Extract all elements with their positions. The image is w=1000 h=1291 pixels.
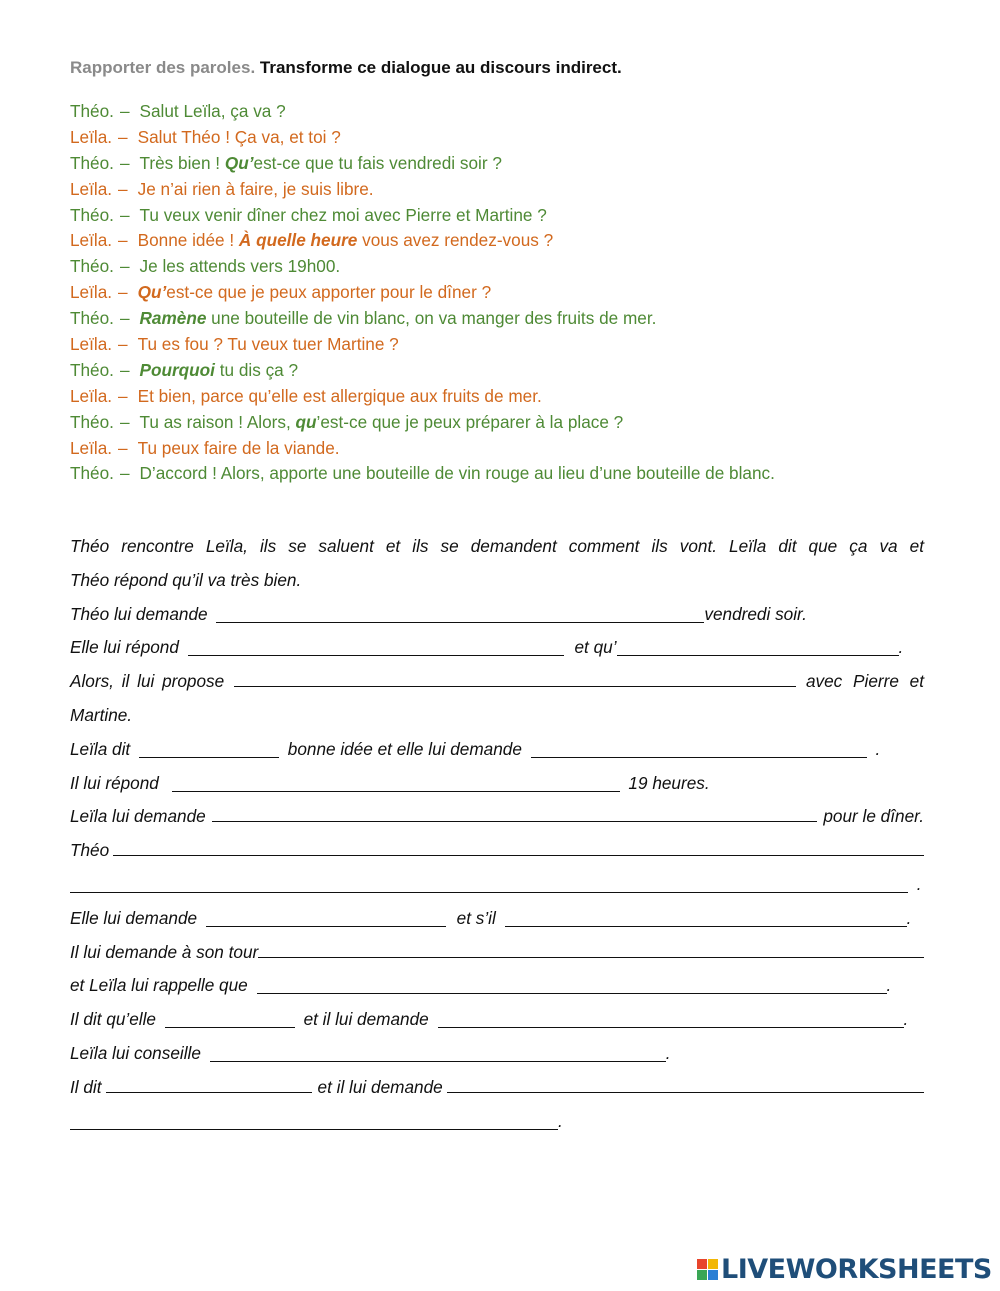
- speaker-name: Théo.: [70, 463, 114, 484]
- dialogue-text: une bouteille de vin blanc, on va manger des fruits de mer.: [206, 308, 657, 329]
- exercise-row-8: Elle lui demande et s’il .: [70, 907, 912, 928]
- dialogue-block: [70, 99, 950, 487]
- answer-blank-5[interactable]: [139, 739, 279, 758]
- speaker-dash: –: [118, 126, 128, 147]
- dialogue-text: est-ce que tu fais vendredi soir ?: [253, 152, 502, 173]
- exercise-row-7-continued: .: [70, 868, 924, 902]
- highlighted-word: Qu’: [224, 152, 254, 173]
- speaker-dash: –: [119, 152, 130, 173]
- dialogue-text: Très bien !: [139, 152, 225, 173]
- dialogue-line: [70, 358, 950, 384]
- dialogue-line: [70, 410, 950, 436]
- speaker-dash: –: [118, 230, 128, 251]
- dialogue-text: est-ce que je peux apporter pour le dîner ?: [166, 282, 492, 303]
- speaker-name: Théo.: [70, 101, 114, 121]
- highlighted-word: Pourquoi: [139, 359, 215, 380]
- dialogue-text: D’accord ! Alors, apporte une bouteille de vin rouge au lieu d’une bouteille de blanc.: [139, 463, 775, 484]
- answer-blank-7[interactable]: [172, 773, 620, 792]
- speaker-dash: –: [119, 359, 130, 380]
- exercise-row-12: Leïla lui conseille .: [70, 1042, 671, 1063]
- answer-blank-13[interactable]: [258, 939, 924, 958]
- answer-blank-12[interactable]: [505, 908, 907, 927]
- answer-blank-15[interactable]: [165, 1009, 295, 1028]
- speaker-dash: –: [119, 256, 130, 277]
- exercise-row-1: Théo lui demande vendredi soir.: [70, 603, 807, 624]
- dialogue-line: [70, 177, 950, 203]
- exercise-row-14: .: [70, 1105, 924, 1139]
- answer-blank-16[interactable]: [438, 1009, 904, 1028]
- dialogue-line: [70, 254, 950, 280]
- speaker-name: Théo.: [70, 256, 114, 277]
- answer-blank-2[interactable]: [188, 637, 564, 656]
- dialogue-line: [70, 99, 950, 125]
- exercise-row-9: Il lui demande à son tour: [70, 936, 924, 970]
- dialogue-text: Tu peux faire de la viande.: [137, 437, 340, 458]
- dialogue-line: [70, 384, 950, 410]
- speaker-dash: –: [118, 178, 128, 199]
- dialogue-text: Salut Théo ! Ça va, et toi ?: [137, 126, 341, 147]
- speaker-dash: –: [119, 101, 130, 121]
- speaker-dash: –: [118, 385, 128, 406]
- speaker-name: Théo.: [70, 308, 114, 329]
- answer-blank-17[interactable]: [210, 1043, 666, 1062]
- exercise-row-3: Alors, il lui propose avec Pierre et: [70, 665, 924, 699]
- instruction-header: [70, 58, 622, 78]
- answer-blank-1[interactable]: [216, 604, 704, 623]
- speaker-dash: –: [119, 463, 130, 484]
- speaker-dash: –: [119, 204, 130, 225]
- speaker-dash: –: [118, 334, 128, 355]
- dialogue-line: [70, 436, 950, 462]
- dialogue-text: Je n’ai rien à faire, je suis libre.: [137, 178, 374, 199]
- speaker-dash: –: [118, 437, 128, 458]
- exercise-block: [70, 530, 924, 1138]
- answer-blank-6[interactable]: [531, 739, 867, 758]
- dialogue-line: [70, 151, 950, 177]
- dialogue-text: tu dis ça ?: [214, 359, 299, 380]
- dialogue-line: [70, 332, 950, 358]
- speaker-name: Leïla.: [70, 230, 113, 251]
- dialogue-line: [70, 280, 950, 306]
- speaker-dash: –: [119, 411, 130, 432]
- dialogue-text: vous avez rendez-vous ?: [357, 230, 554, 251]
- exercise-row-10: et Leïla lui rappelle que .: [70, 975, 892, 996]
- speaker-name: Théo.: [70, 204, 114, 225]
- logo-text: LIVEWORKSHEETS: [721, 1253, 992, 1285]
- exercise-row-2: Elle lui répond et qu’ .: [70, 637, 904, 658]
- speaker-name: Leïla.: [70, 334, 113, 355]
- speaker-name: Leïla.: [70, 178, 113, 199]
- dialogue-text: ’est-ce que je peux préparer à la place ?: [316, 411, 624, 432]
- exercise-row-13: Il dit et il lui demande: [70, 1071, 924, 1105]
- answer-blank-18[interactable]: [106, 1074, 312, 1093]
- dialogue-text: Je les attends vers 19h00.: [139, 256, 341, 277]
- speaker-name: Leïla.: [70, 437, 113, 458]
- speaker-name: Leïla.: [70, 126, 113, 147]
- liveworksheets-logo: [697, 1254, 992, 1284]
- answer-blank-11[interactable]: [206, 908, 446, 927]
- exercise-row-4: Leïla dit bonne idée et elle lui demande .: [70, 738, 881, 759]
- exercise-intro-line-2: Théo répond qu’il va très bien.: [70, 569, 302, 590]
- dialogue-line: [70, 461, 950, 487]
- exercise-row-5: Il lui répond 19 heures.: [70, 772, 710, 793]
- dialogue-line: [70, 203, 950, 229]
- answer-blank-20[interactable]: [70, 1111, 558, 1130]
- answer-blank-19[interactable]: [447, 1074, 924, 1093]
- dialogue-line: [70, 125, 950, 151]
- logo-mark-icon: [697, 1259, 718, 1280]
- highlighted-word: À quelle heure: [238, 230, 358, 251]
- highlighted-word: Qu’: [137, 282, 167, 303]
- highlighted-word: qu: [295, 411, 317, 432]
- dialogue-text: Tu as raison ! Alors,: [139, 411, 296, 432]
- answer-blank-4[interactable]: [234, 668, 796, 687]
- exercise-row-3-continued: Martine.: [70, 704, 133, 725]
- dialogue-line: [70, 306, 950, 332]
- answer-blank-3[interactable]: [617, 637, 899, 656]
- highlighted-word: Ramène: [139, 308, 207, 329]
- exercise-row-6: Leïla lui demande pour le dîner.: [70, 800, 924, 834]
- exercise-intro-line-1: Théo rencontre Leïla, ils se saluent et ils se demandent comment ils vont. Leïla dit que ça va et: [70, 536, 924, 556]
- exercise-row-7: Théo: [70, 834, 924, 868]
- exercise-row-11: Il dit qu’elle et il lui demande .: [70, 1009, 909, 1030]
- speaker-dash: –: [118, 282, 128, 303]
- speaker-name: Théo.: [70, 359, 114, 380]
- speaker-name: Leïla.: [70, 385, 113, 406]
- answer-blank-9[interactable]: [113, 837, 924, 856]
- answer-blank-8[interactable]: [212, 803, 818, 822]
- header-instruction: Transforme ce dialogue au discours indirect.: [259, 58, 622, 77]
- speaker-name: Théo.: [70, 152, 114, 173]
- speaker-dash: –: [119, 308, 130, 329]
- dialogue-line: [70, 228, 950, 254]
- dialogue-text: Tu es fou ? Tu veux tuer Martine ?: [137, 334, 399, 355]
- dialogue-text: Tu veux venir dîner chez moi avec Pierre et Martine ?: [139, 204, 547, 225]
- speaker-name: Leïla.: [70, 282, 113, 303]
- answer-blank-10[interactable]: [70, 874, 908, 893]
- dialogue-text: Bonne idée !: [137, 230, 239, 251]
- answer-blank-14[interactable]: [257, 975, 887, 994]
- speaker-name: Théo.: [70, 411, 114, 432]
- dialogue-text: Et bien, parce qu’elle est allergique aux fruits de mer.: [137, 385, 542, 406]
- dialogue-text: Salut Leïla, ça va ?: [139, 101, 286, 121]
- header-topic: Rapporter des paroles.: [70, 58, 256, 77]
